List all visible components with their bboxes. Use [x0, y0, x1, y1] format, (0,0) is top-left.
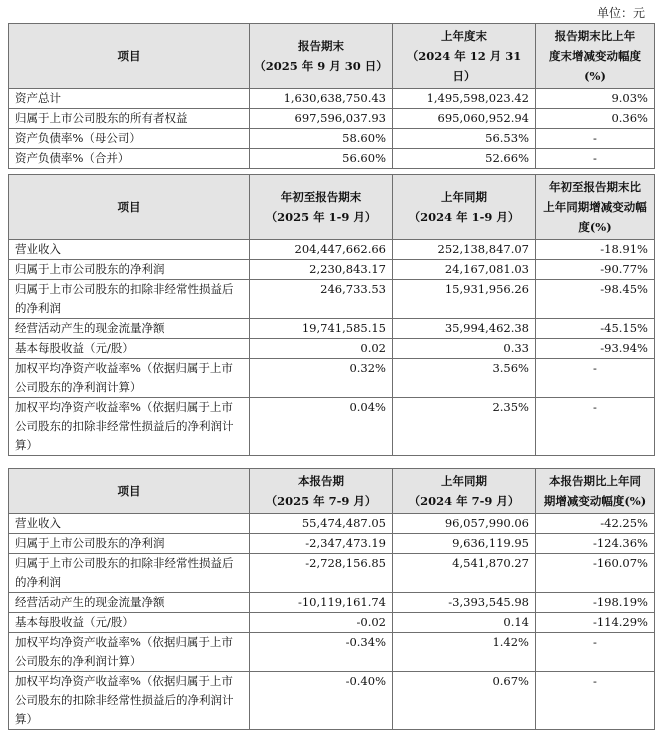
row-label: 基本每股收益（元/股）: [9, 339, 250, 359]
header-item: 项目: [9, 24, 250, 89]
prior-value: 2.35%: [393, 398, 536, 456]
header-period-end: 报告期末 （2025 年 9 月 30 日）: [250, 24, 393, 89]
header-item: 项目: [9, 175, 250, 240]
header-change-pct: 报告期末比上年 度末增减变动幅度(%): [536, 24, 655, 89]
unit-label: 单位：元: [596, 6, 645, 20]
row-label: 营业收入: [9, 514, 250, 534]
table-header-row: [9, 469, 655, 514]
row-label: 经营活动产生的现金流量净额: [9, 593, 250, 613]
prior-value: 1,495,598,023.42: [393, 89, 536, 109]
header-prior-period: 上年同期 （2024 年 7-9 月）: [393, 469, 536, 514]
header-current-quarter: 本报告期 （2025 年 7-9 月）: [250, 469, 393, 514]
prior-value: 35,994,462.38: [393, 319, 536, 339]
current-value: 58.60%: [250, 129, 393, 149]
current-value: 2,230,843.17: [250, 260, 393, 280]
current-value: -0.02: [250, 613, 393, 633]
row-label: 归属于上市公司股东的净利润: [9, 534, 250, 554]
prior-value: 56.53%: [393, 129, 536, 149]
prior-value: 0.33: [393, 339, 536, 359]
change-pct: -98.45%: [536, 280, 655, 319]
row-label: 加权平均净资产收益率%（依据归属于上市公司股东的净利润计算）: [9, 359, 250, 398]
ytd-performance-body: [9, 240, 655, 456]
quarter-performance-body: [9, 514, 655, 730]
row-label: 基本每股收益（元/股）: [9, 613, 250, 633]
current-value: 0.02: [250, 339, 393, 359]
table-row: [9, 339, 655, 359]
change-pct: -124.36%: [536, 534, 655, 554]
table-row: [9, 280, 655, 319]
change-pct: -: [536, 633, 655, 672]
row-label: 归属于上市公司股东的扣除非经常性损益后的净利润: [9, 280, 250, 319]
current-value: 204,447,662.66: [250, 240, 393, 260]
header-prior-period: 上年同期 （2024 年 1-9 月）: [393, 175, 536, 240]
table-row: [9, 260, 655, 280]
row-label: 加权平均净资产收益率%（依据归属于上市公司股东的扣除非经常性损益后的净利润计算）: [9, 672, 250, 730]
prior-value: 0.14: [393, 613, 536, 633]
current-value: 0.04%: [250, 398, 393, 456]
change-pct: -: [536, 359, 655, 398]
table-row: [9, 613, 655, 633]
row-label: 资产负债率%（合并）: [9, 149, 250, 169]
current-value: 0.32%: [250, 359, 393, 398]
table-row: [9, 149, 655, 169]
current-value: 697,596,037.93: [250, 109, 393, 129]
table-row: [9, 129, 655, 149]
current-value: 56.60%: [250, 149, 393, 169]
header-change-pct: 年初至报告期末比 上年同期增减变动幅度(%): [536, 175, 655, 240]
current-value: -2,728,156.85: [250, 554, 393, 593]
table-row: [9, 534, 655, 554]
change-pct: -: [536, 149, 655, 169]
current-value: -0.34%: [250, 633, 393, 672]
row-label: 资产总计: [9, 89, 250, 109]
change-pct: 9.03%: [536, 89, 655, 109]
table-row: [9, 89, 655, 109]
row-label: 营业收入: [9, 240, 250, 260]
change-pct: -160.07%: [536, 554, 655, 593]
prior-value: 52.66%: [393, 149, 536, 169]
current-value: 246,733.53: [250, 280, 393, 319]
row-label: 加权平均净资产收益率%（依据归属于上市公司股东的净利润计算）: [9, 633, 250, 672]
table-row: [9, 593, 655, 613]
row-label: 归属于上市公司股东的扣除非经常性损益后的净利润: [9, 554, 250, 593]
table-row: [9, 554, 655, 593]
balance-sheet-table: [8, 23, 655, 169]
header-prior-year-end: 上年度末 （2024 年 12 月 31 日）: [393, 24, 536, 89]
change-pct: -: [536, 672, 655, 730]
table-row: [9, 109, 655, 129]
current-value: 55,474,487.05: [250, 514, 393, 534]
change-pct: -114.29%: [536, 613, 655, 633]
ytd-performance-table: [8, 174, 655, 456]
header-ytd: 年初至报告期末 （2025 年 1-9 月）: [250, 175, 393, 240]
prior-value: -3,393,545.98: [393, 593, 536, 613]
current-value: -10,119,161.74: [250, 593, 393, 613]
row-label: 经营活动产生的现金流量净额: [9, 319, 250, 339]
header-change-pct: 本报告期比上年同 期增减变动幅度(%): [536, 469, 655, 514]
quarter-performance-table: [8, 468, 655, 730]
prior-value: 0.67%: [393, 672, 536, 730]
row-label: 归属于上市公司股东的所有者权益: [9, 109, 250, 129]
change-pct: -: [536, 398, 655, 456]
change-pct: -42.25%: [536, 514, 655, 534]
prior-value: 252,138,847.07: [393, 240, 536, 260]
change-pct: -198.19%: [536, 593, 655, 613]
change-pct: -45.15%: [536, 319, 655, 339]
change-pct: -18.91%: [536, 240, 655, 260]
current-value: 19,741,585.15: [250, 319, 393, 339]
prior-value: 1.42%: [393, 633, 536, 672]
table-row: [9, 319, 655, 339]
prior-value: 9,636,119.95: [393, 534, 536, 554]
prior-value: 24,167,081.03: [393, 260, 536, 280]
row-label: 资产负债率%（母公司）: [9, 129, 250, 149]
current-value: 1,630,638,750.43: [250, 89, 393, 109]
change-pct: -93.94%: [536, 339, 655, 359]
table-header-row: [9, 24, 655, 89]
change-pct: -90.77%: [536, 260, 655, 280]
header-item: 项目: [9, 469, 250, 514]
row-label: 加权平均净资产收益率%（依据归属于上市公司股东的扣除非经常性损益后的净利润计算）: [9, 398, 250, 456]
table-row: [9, 633, 655, 672]
table-row: [9, 398, 655, 456]
current-value: -0.40%: [250, 672, 393, 730]
table-row: [9, 240, 655, 260]
balance-sheet-body: [9, 89, 655, 169]
prior-value: 96,057,990.06: [393, 514, 536, 534]
table-row: [9, 359, 655, 398]
table-row: [9, 514, 655, 534]
table-row: [9, 672, 655, 730]
row-label: 归属于上市公司股东的净利润: [9, 260, 250, 280]
prior-value: 695,060,952.94: [393, 109, 536, 129]
prior-value: 15,931,956.26: [393, 280, 536, 319]
prior-value: 3.56%: [393, 359, 536, 398]
change-pct: -: [536, 129, 655, 149]
table-header-row: [9, 175, 655, 240]
change-pct: 0.36%: [536, 109, 655, 129]
prior-value: 4,541,870.27: [393, 554, 536, 593]
current-value: -2,347,473.19: [250, 534, 393, 554]
